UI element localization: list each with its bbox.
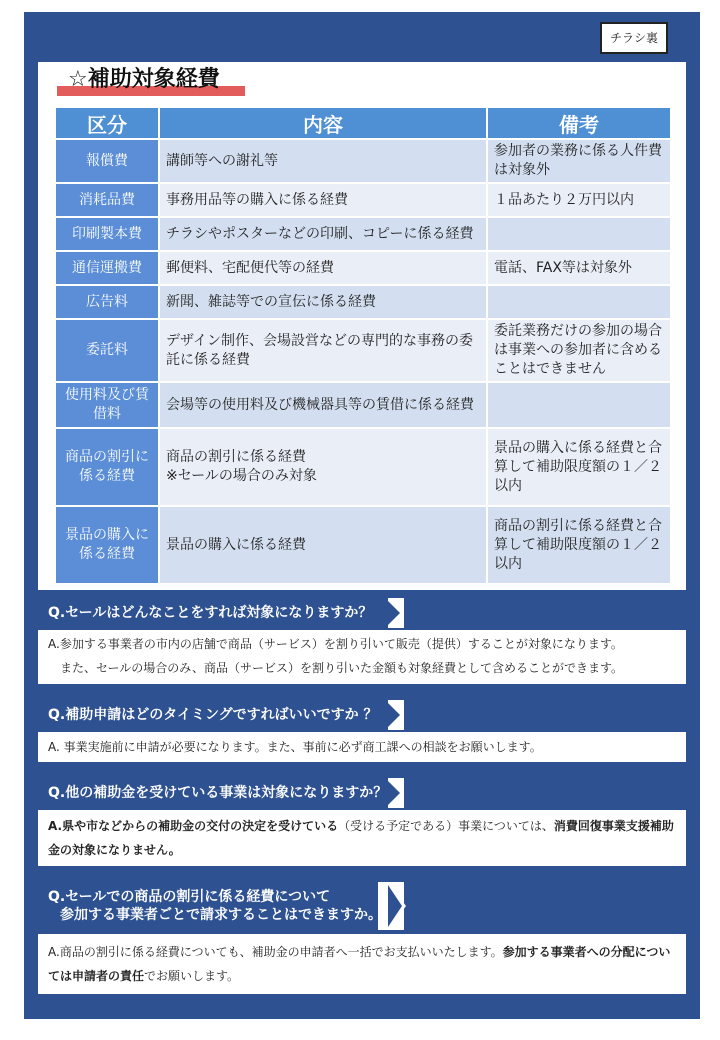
category-cell: 使用料及び賃借料	[56, 383, 158, 427]
table-row	[56, 286, 670, 318]
expense-table	[54, 106, 672, 585]
note-cell: 参加者の業務に係る人件費は対象外	[488, 140, 670, 182]
faq-answer-bold: ついては申請者の責任	[48, 945, 671, 983]
table-row	[56, 252, 670, 284]
note-cell: 委託業務だけの参加の場合は事業への参加者に含めることはできません	[488, 320, 670, 381]
content-cell: 郵便料、宅配便代等の経費	[160, 252, 486, 284]
note-cell: 電話、FAX等は対象外	[488, 252, 670, 284]
faq-answer-4	[38, 934, 686, 994]
arrow-inner-icon	[388, 781, 400, 805]
faq-answer-3	[38, 810, 686, 866]
table-row	[56, 320, 670, 381]
content-cell: デザイン制作、会場設営などの専門的な事務の委託に係る経費	[160, 320, 486, 381]
table-row	[56, 218, 670, 250]
note-cell	[488, 286, 670, 318]
faq-question-3	[38, 778, 404, 808]
note-cell: 景品の購入に係る経費と合算して補助限度額の１／２以内	[488, 429, 670, 505]
content-cell: 会場等の使用料及び機械器具等の賃借に係る経費	[160, 383, 486, 427]
faq-answer-bold: 参加する事業者への分配に	[502, 945, 647, 959]
faq-answer-2	[38, 732, 686, 762]
faq-question-text: Q.他の補助金を受けている事業は対象になりますか？	[38, 778, 388, 808]
faq-question-text	[38, 882, 382, 930]
table-row	[56, 429, 670, 505]
faq-answer-1	[38, 630, 686, 684]
faq-question-line: Q.セールでの商品の割引に係る経費について	[48, 889, 331, 905]
content-cell: 新聞、雑誌等での宣伝に係る経費	[160, 286, 486, 318]
note-cell: 商品の割引に係る経費と合算して補助限度額の１／２以内	[488, 507, 670, 583]
category-cell: 商品の割引に係る経費	[56, 429, 158, 505]
faq-answer-text: でお願いします。	[144, 969, 240, 983]
faq-answer-line: また、セールの場合のみ、商品（サービス）を割り引いた金額も対象経費として含めることができます。	[60, 661, 624, 675]
note-cell	[488, 383, 670, 427]
content-cell: チラシやポスターなどの印刷、コピーに係る経費	[160, 218, 486, 250]
faq-question-text: Q.補助申請はどのタイミングですればいいですか ？	[38, 700, 388, 730]
faq-answer-line: A. 事業実施前に申請が必要になります。また、事前に必ず商工課への相談をお願いします。	[48, 740, 542, 754]
faq-answer-line: A.参加する事業者の市内の店舗で商品（サービス）を割り引いて販売（提供）することが対象になります。	[48, 637, 623, 651]
flyer-back-tag: チラシ裏	[600, 22, 668, 54]
faq-question-text: Q.セールはどんなことをすれば対象になりますか？	[38, 598, 388, 628]
faq-question-line: 参加する事業者ごとで請求することはできますか。	[60, 907, 382, 923]
faq-question-2	[38, 700, 404, 730]
table-row	[56, 507, 670, 583]
category-cell: 印刷製本費	[56, 218, 158, 250]
category-cell: 委託料	[56, 320, 158, 381]
table-row	[56, 383, 670, 427]
category-cell: 報償費	[56, 140, 158, 182]
note-cell: １品あたり２万円以内	[488, 184, 670, 216]
category-cell: 消耗品費	[56, 184, 158, 216]
table-header-row	[56, 108, 670, 138]
category-cell: 通信運搬費	[56, 252, 158, 284]
section-title: ☆補助対象経費	[68, 67, 220, 92]
faq-question-4	[38, 882, 404, 930]
arrow-inner-icon	[388, 703, 400, 727]
faq-answer-text: （受ける予定である）事業については、	[338, 819, 554, 833]
content-cell: 事務用品等の購入に係る経費	[160, 184, 486, 216]
table-row	[56, 140, 670, 182]
arrow-inner-icon	[388, 601, 400, 625]
header-content: 内容	[160, 108, 486, 138]
content-cell: 景品の購入に係る経費	[160, 507, 486, 583]
faq-answer-bold: 消費回復事業支援補助金の対象になりません。	[48, 819, 674, 857]
faq-question-1	[38, 598, 404, 628]
table-row	[56, 184, 670, 216]
faq-answer-text: A.商品の割引に係る経費についても、補助金の申請者へ一括でお支払いいたします。	[48, 945, 503, 959]
category-cell: 景品の購入に係る経費	[56, 507, 158, 583]
note-cell	[488, 218, 670, 250]
category-cell: 広告料	[56, 286, 158, 318]
content-cell: 商品の割引に係る経費 ※セールの場合のみ対象	[160, 429, 486, 505]
header-note: 備考	[488, 108, 670, 138]
content-cell: 講師等への謝礼等	[160, 140, 486, 182]
faq-answer-bold: A.県や市などからの補助金の交付の決定を受けている	[48, 819, 339, 833]
arrow-inner-icon	[388, 885, 402, 927]
header-category: 区分	[56, 108, 158, 138]
